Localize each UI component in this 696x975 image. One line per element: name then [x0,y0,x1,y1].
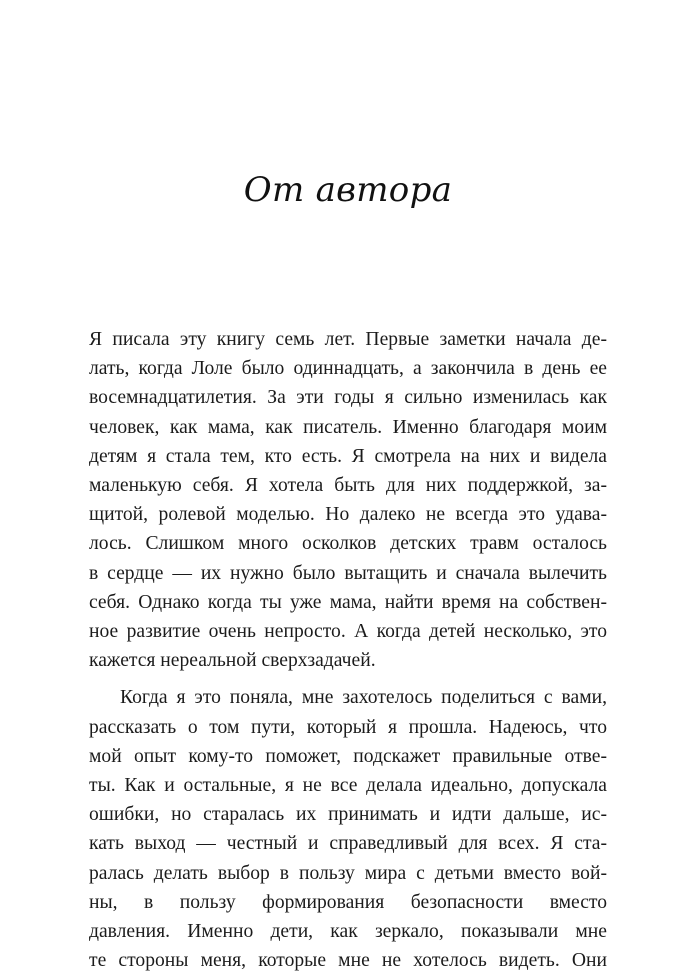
text-line: мой опыт кому-то поможет, подскажет правильные отве- [89,745,607,767]
text-line: детям я стала тем, кто есть. Я смотрела на них и видела [89,445,607,467]
text-line: ты. Как и остальные, я не все делала идеально, допускала [89,775,607,797]
text-line: щитой, ролевой моделью. Но далеко не всегда это удава- [89,504,607,526]
chapter-title: От автора [243,170,453,210]
text-line: себя. Однако когда ты уже мама, найти время на собствен- [89,591,607,613]
text-line: в сердце — их нужно было вытащить и сначала вылечить [89,562,607,584]
paragraph-1 [89,325,607,675]
body-text [89,325,607,975]
text-line: давления. Именно дети, как зеркало, показывали мне [89,921,607,943]
text-line: ны, в пользу формирования безопасности вместо [89,891,607,913]
text-line: Когда я это поняла, мне захотелось поделиться с вами, [120,687,607,709]
text-line: маленькую себя. Я хотела быть для них поддержкой, за- [89,475,607,497]
text-line: Я писала эту книгу семь лет. Первые заметки начала де- [89,329,607,350]
text-line: человек, как мама, как писатель. Именно благодаря моим [89,416,607,438]
text-line: кать выход — честный и справедливый для всех. Я ста- [89,833,607,855]
text-line: лось. Слишком много осколков детских травм осталось [89,533,607,555]
text-line: лать, когда Лоле было одиннадцать, а закончила в день ее [89,358,607,380]
paragraph-2 [89,683,607,975]
text-line: ралась делать выбор в пользу мира с детьми вместо вой- [89,862,607,884]
text-line: те стороны меня, которые мне не хотелось видеть. Они [89,950,607,972]
text-line: ное развитие очень непросто. А когда детей несколько, это [89,621,607,643]
text-line: восемнадцатилетия. За эти годы я сильно изменилась как [89,387,607,409]
text-line: кажется нереальной сверхзадачей. [89,650,376,672]
text-line: ошибки, но старалась их принимать и идти дальше, ис- [89,804,607,826]
text-line: рассказать о том пути, который я прошла. Надеюсь, что [89,716,607,738]
